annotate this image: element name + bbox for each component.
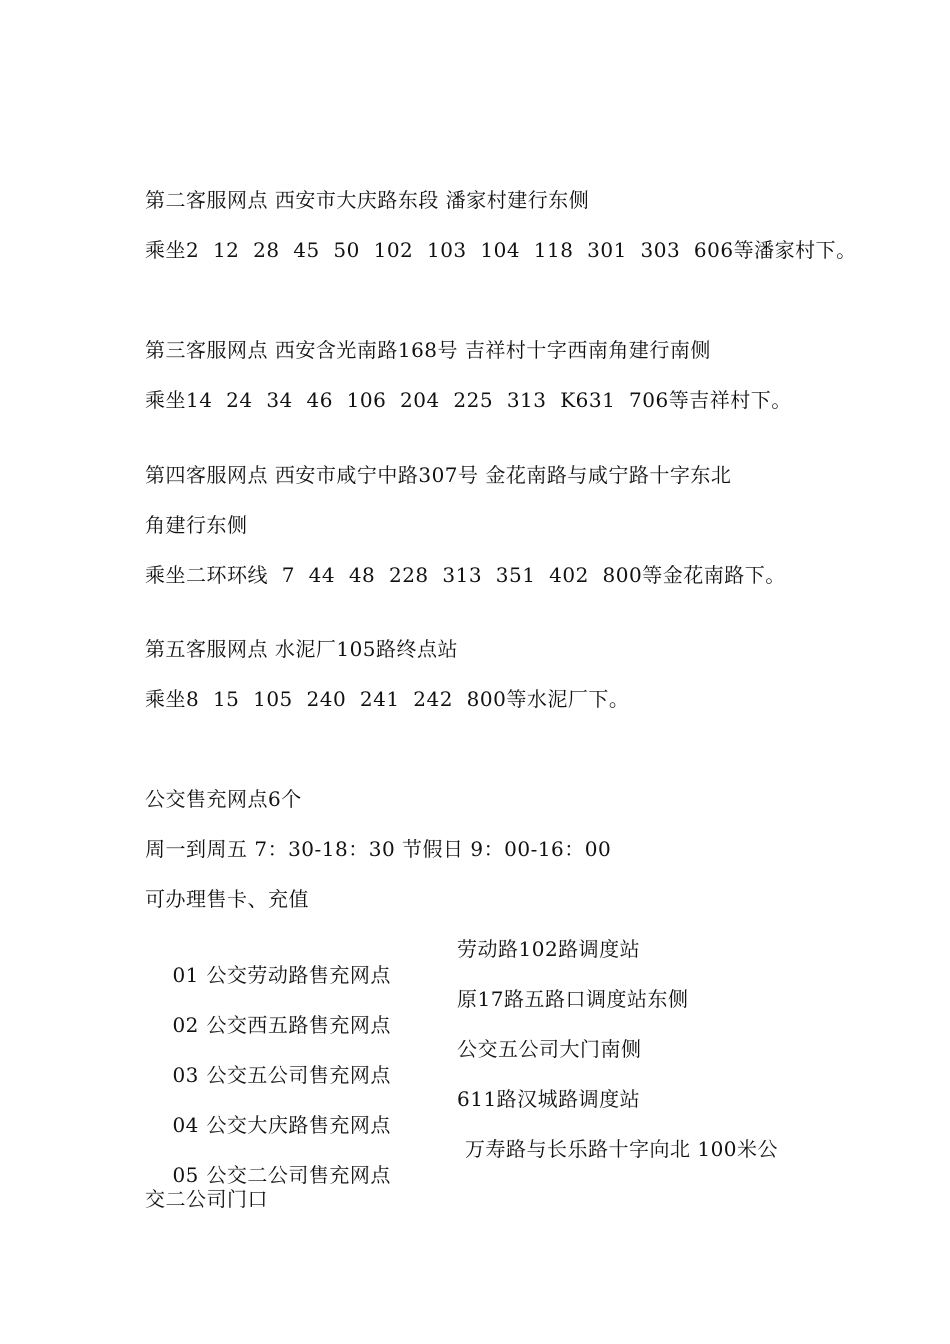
sales-item-number: 04	[172, 1113, 199, 1137]
sales-item-name: 公交大庆路售充网点	[206, 1113, 391, 1137]
sales-item-address: 611路汉城路调度站	[457, 1087, 641, 1111]
sales-item-address: 公交五公司大门南侧	[457, 1037, 642, 1061]
sales-item-name: 公交二公司售充网点	[206, 1163, 391, 1187]
service-point-2-bus: 乘坐2 12 28 45 50 102 103 104 118 301 303 606等潘家村下。	[145, 238, 857, 262]
service-point-4-title: 第四客服网点 西安市咸宁中路307号 金花南路与咸宁路十字东北	[145, 463, 732, 487]
service-point-2-title: 第二客服网点 西安市大庆路东段 潘家村建行东侧	[145, 188, 590, 212]
sales-item-address-cont: 交二公司门口	[145, 1187, 268, 1211]
service-point-5-title: 第五客服网点 水泥厂105路终点站	[145, 637, 459, 661]
service-point-3-bus: 乘坐14 24 34 46 106 204 225 313 K631 706等吉祥村下。	[145, 388, 792, 412]
sales-item-number: 02	[172, 1013, 199, 1037]
sales-item-address: 劳动路102路调度站	[457, 937, 641, 961]
sales-item-name: 公交五公司售充网点	[206, 1063, 391, 1087]
sales-item-name: 公交西五路售充网点	[206, 1013, 391, 1037]
sales-item-number: 05	[172, 1163, 199, 1187]
sales-hours: 周一到周五 7：30-18：30 节假日 9：00-16：00	[145, 837, 612, 861]
service-point-3-title: 第三客服网点 西安含光南路168号 吉祥村十字西南角建行南侧	[145, 338, 711, 362]
sales-item-name: 公交劳动路售充网点	[206, 963, 391, 987]
sales-item-number: 01	[172, 963, 199, 987]
sales-heading: 公交售充网点6个	[145, 787, 302, 811]
service-point-4-title-cont: 角建行东侧	[145, 513, 248, 537]
service-point-4-bus: 乘坐二环环线 7 44 48 228 313 351 402 800等金花南路下。	[145, 563, 786, 587]
sales-item-number: 03	[172, 1063, 199, 1087]
sales-item-address: 原17路五路口调度站东侧	[457, 987, 689, 1011]
sales-services: 可办理售卡、充值	[145, 887, 309, 911]
sales-item-address: 万寿路与长乐路十字向北 100米公	[465, 1137, 779, 1161]
service-point-5-bus: 乘坐8 15 105 240 241 242 800等水泥厂下。	[145, 687, 630, 711]
